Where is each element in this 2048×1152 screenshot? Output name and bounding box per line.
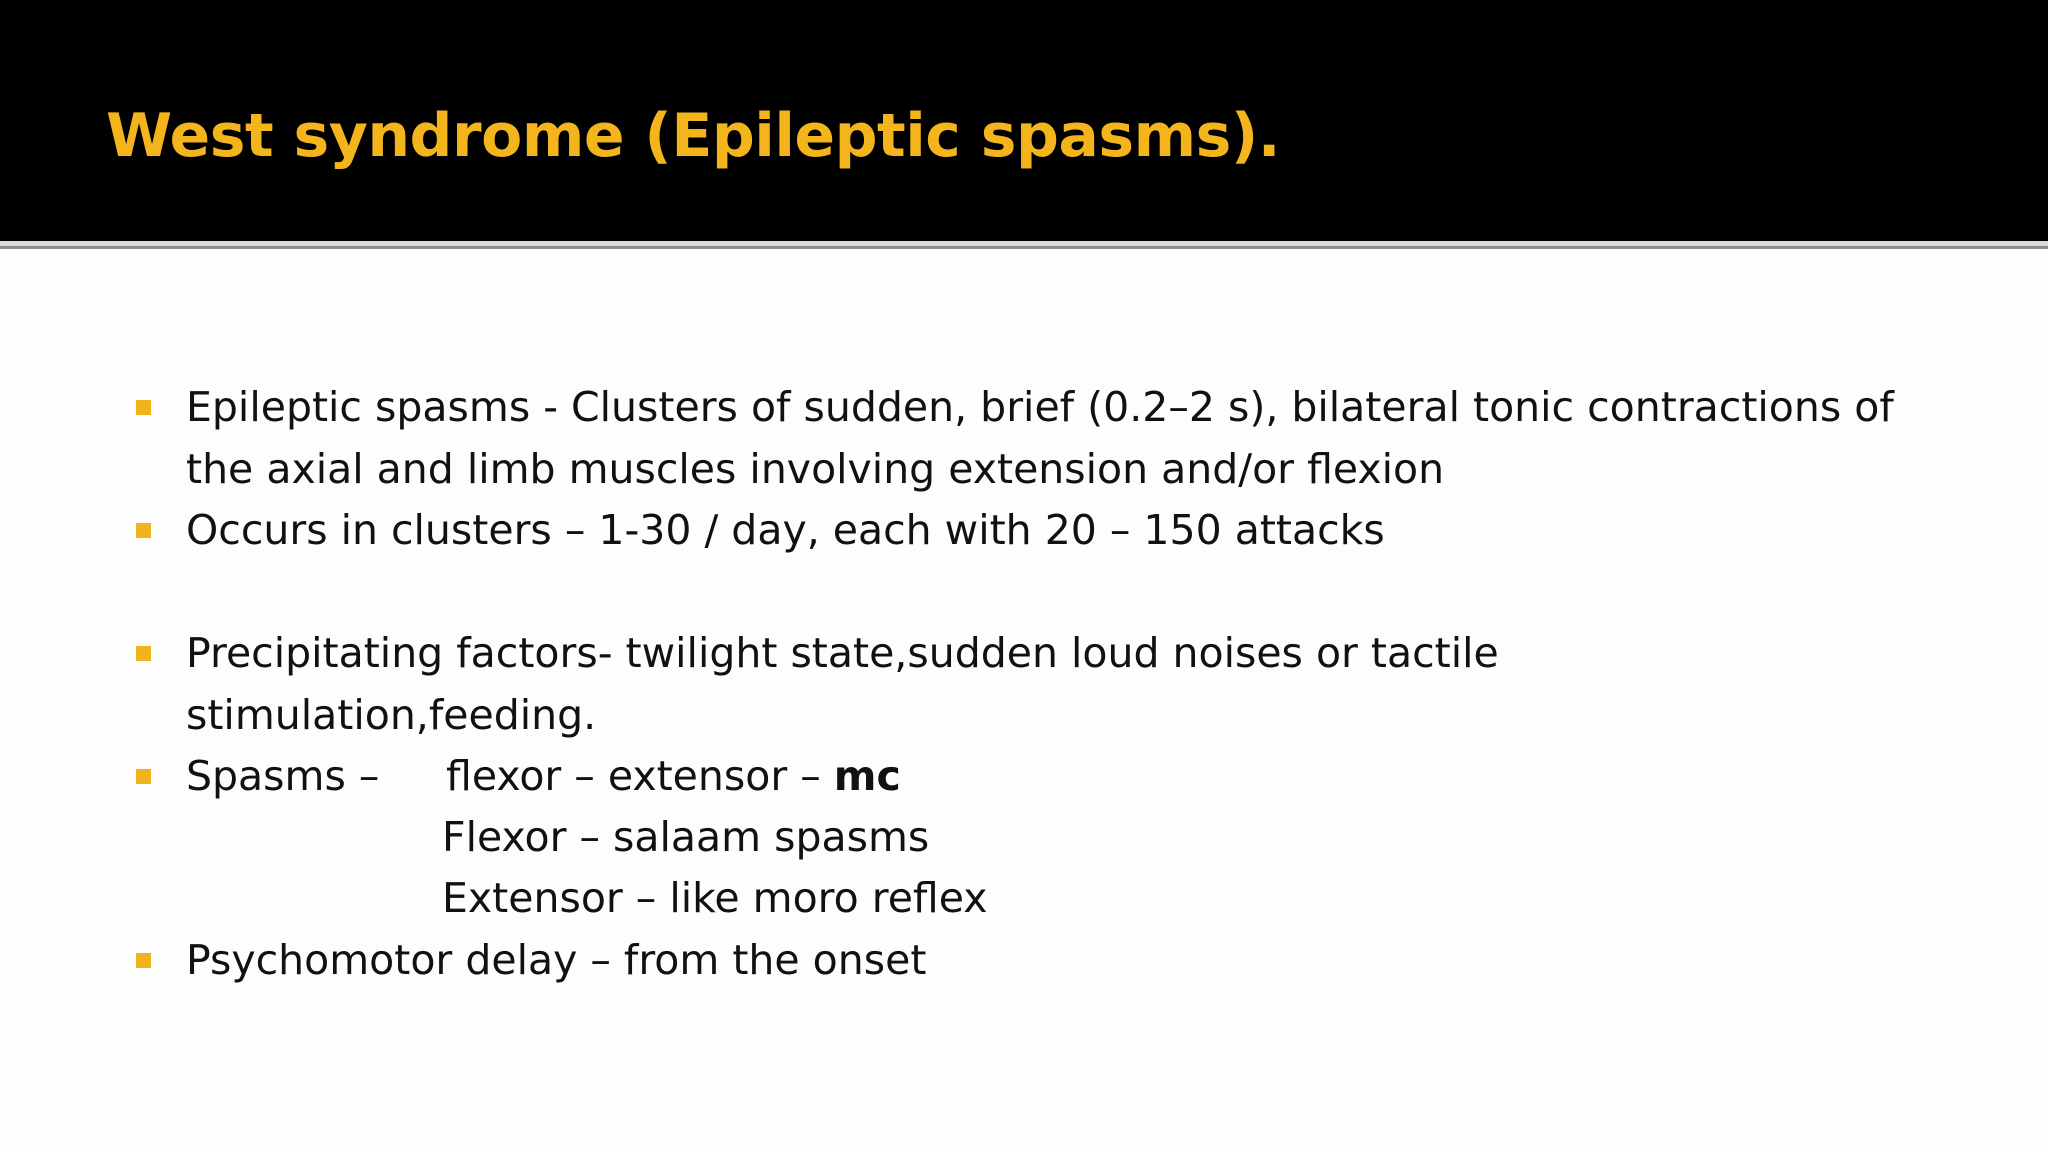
title-divider-shadow [0,246,2048,249]
bullet-4-line-1-bold: mc [833,752,901,800]
bullet-5-line-1: Psychomotor delay – from the onset [186,936,927,984]
bullet-3-line-2: stimulation,feeding. [186,691,597,739]
bullet-1-line-2: the axial and limb muscles involving extension and/or flexion [186,445,1445,493]
bullet-marker [136,646,151,661]
bullet-4-sub-line-2: Extensor – like moro reflex [442,874,988,922]
bullet-3-line-1: Precipitating factors- twilight state,sudden loud noises or tactile [186,629,1499,677]
bullet-1-line-1: Epileptic spasms - Clusters of sudden, brief (0.2–2 s), bilateral tonic contractions of [186,383,1894,431]
bullet-4-line-1 [446,745,901,807]
slide-title: West syndrome (Epileptic spasms). [106,101,1281,171]
bullet-4-sub-line-1: Flexor – salaam spasms [442,813,930,861]
bullet-marker [136,400,151,415]
bullet-4-line-1-text: flexor – extensor – [446,752,834,800]
bullet-marker [136,953,151,968]
bullet-2-line-1: Occurs in clusters – 1-30 / day, each with 20 – 150 attacks [186,506,1385,554]
bullet-marker [136,769,151,784]
bullet-4-label: Spasms – [186,752,380,800]
bullet-marker [136,523,151,538]
